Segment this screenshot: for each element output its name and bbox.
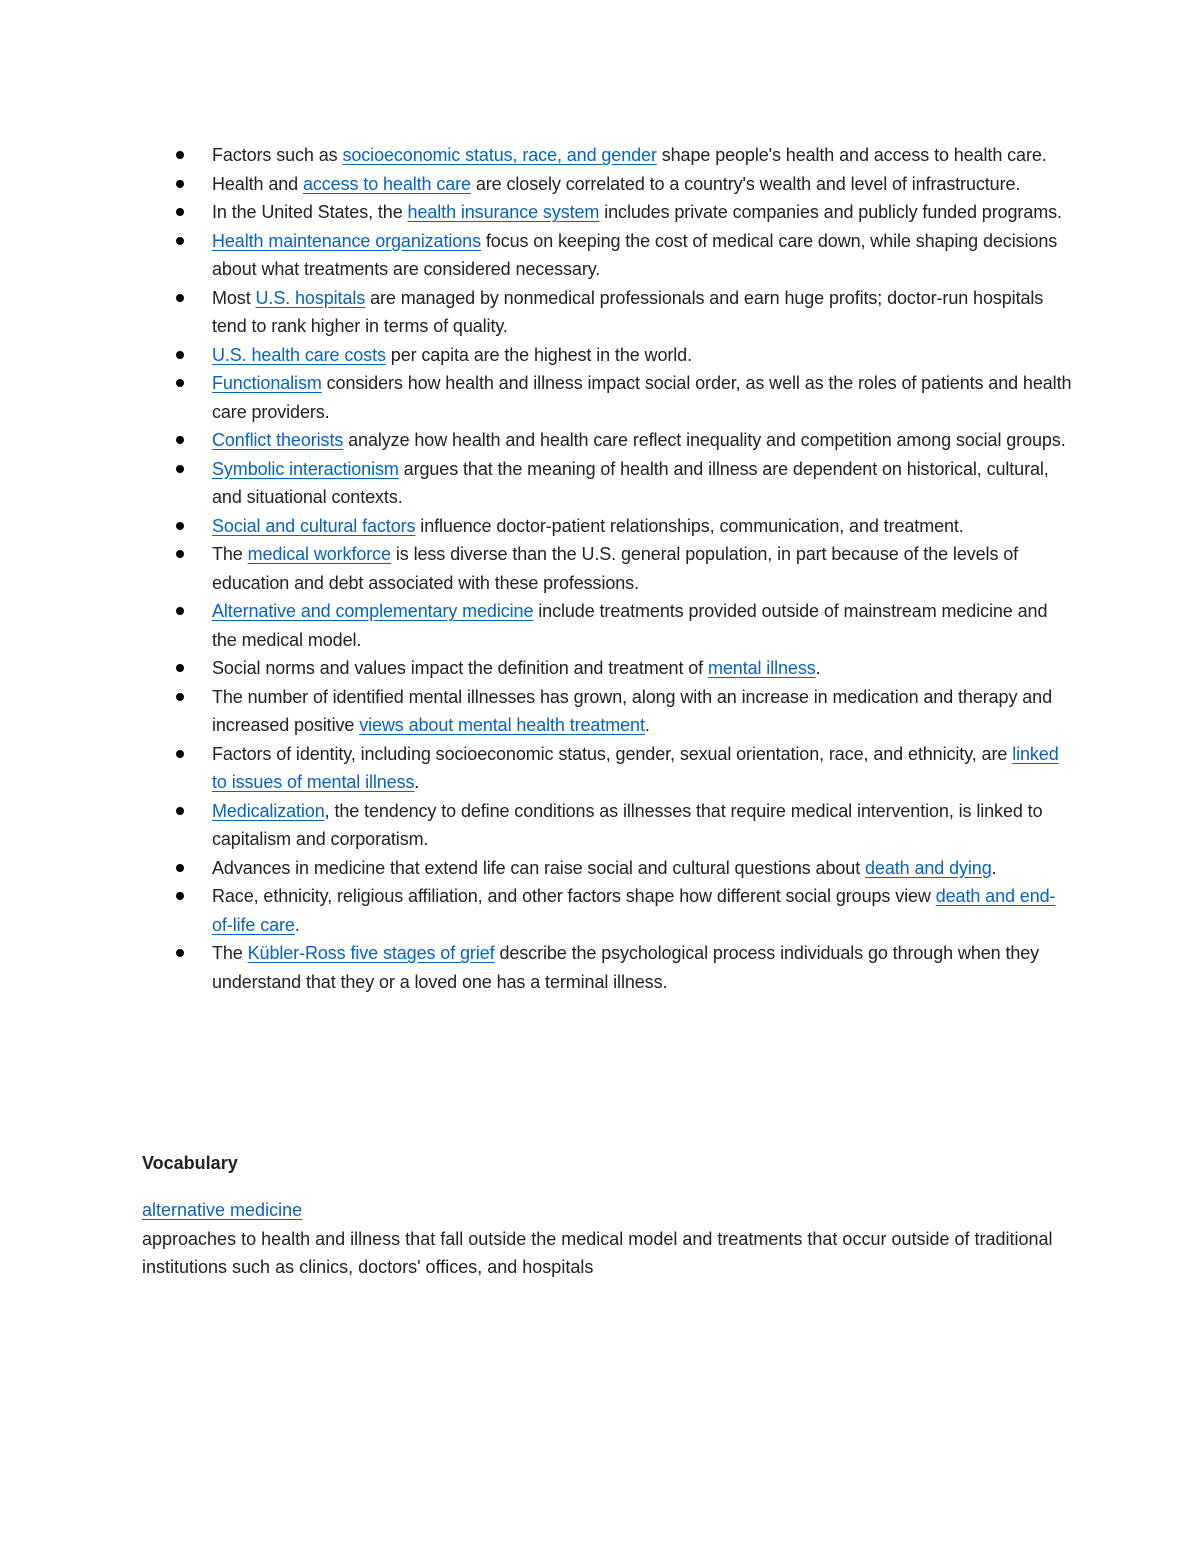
- bullet-link[interactable]: Medicalization: [212, 800, 325, 821]
- bullet-text: .: [991, 857, 997, 878]
- bullet-dot-icon: [176, 693, 184, 701]
- bullet-link[interactable]: Alternative and complementary medicine: [212, 601, 534, 621]
- bullet-link[interactable]: death and end-of-life care: [212, 886, 1056, 935]
- bullet-item: [142, 683, 1072, 740]
- bullet-link[interactable]: health insurance system: [407, 202, 600, 222]
- bullet-text: The: [212, 943, 248, 963]
- bullet-item: [142, 854, 1072, 883]
- bullet-item: [142, 198, 1072, 227]
- bullet-text: includes private companies and publicly funded programs.: [599, 202, 1062, 222]
- bullet-item: [142, 797, 1072, 854]
- bullet-text: Race, ethnicity, religious affiliation, and other factors shape how different social groups view: [212, 886, 936, 906]
- bullet-item: [142, 540, 1072, 597]
- bullet-link[interactable]: socioeconomic status, race, and gender: [342, 145, 657, 165]
- bullet-text: Most: [212, 287, 256, 308]
- bullet-dot-icon: [176, 294, 184, 302]
- bullet-dot-icon: [176, 522, 184, 530]
- bullet-text: focus on keeping the cost of medical care down, while shaping decisions about what treatments are considered necessary.: [212, 230, 1058, 279]
- bullet-dot-icon: [176, 436, 184, 444]
- bullet-dot-icon: [176, 550, 184, 558]
- bullet-item: [142, 654, 1072, 683]
- bullet-item: [142, 284, 1072, 341]
- bullet-link[interactable]: medical workforce: [247, 544, 391, 564]
- bullet-link[interactable]: views about mental health treatment: [359, 715, 645, 735]
- bullet-dot-icon: [176, 750, 184, 758]
- bullet-text: include treatments provided outside of mainstream medicine and the medical model.: [212, 601, 1048, 650]
- bullet-dot-icon: [176, 465, 184, 473]
- vocabulary-entry: [142, 1196, 1062, 1282]
- bullet-dot-icon: [176, 351, 184, 359]
- bullet-dot-icon: [176, 864, 184, 872]
- bullet-item: [142, 170, 1072, 199]
- bullet-text: Factors such as: [212, 145, 343, 165]
- bullet-dot-icon: [176, 208, 184, 216]
- bullet-link[interactable]: Social and cultural factors: [212, 515, 416, 536]
- bullet-item: [142, 882, 1072, 939]
- bullet-text: are closely correlated to a country's wealth and level of infrastructure.: [470, 173, 1021, 194]
- bullet-text: Social norms and values impact the definition and treatment of: [212, 658, 708, 678]
- bullet-dot-icon: [176, 237, 184, 245]
- bullet-text: In the United States, the: [212, 202, 408, 222]
- bullet-link[interactable]: Conflict theorists: [212, 430, 344, 450]
- bullet-link[interactable]: death and dying: [865, 857, 992, 878]
- bullet-text: .: [815, 658, 821, 678]
- bullet-text: per capita are the highest in the world.: [385, 344, 692, 365]
- bullet-text: analyze how health and health care reflect inequality and competition among social groups.: [343, 430, 1066, 450]
- bullet-text: , the tendency to define conditions as illnesses that require medical intervention, is linked to capitalism and corporatism.: [212, 800, 1043, 849]
- bullet-item: [142, 939, 1072, 996]
- bullet-text: shape people's health and access to health care.: [656, 145, 1047, 165]
- bullet-text: The number of identified mental illnesses has grown, along with an increase in medication and therapy and increased positive: [212, 686, 1053, 735]
- bullet-text: influence doctor-patient relationships, communication, and treatment.: [415, 515, 964, 536]
- bullet-item: [142, 227, 1072, 284]
- bullet-link[interactable]: U.S. health care costs: [212, 344, 386, 365]
- bullet-text: are managed by nonmedical professionals and earn huge profits; doctor-run hospitals tend to rank higher in terms of quality.: [212, 287, 1044, 336]
- bullet-item: [142, 426, 1072, 455]
- bullet-dot-icon: [176, 607, 184, 615]
- bullet-text: Factors of identity, including socioeconomic status, gender, sexual orientation, race, and ethnicity, are: [212, 743, 1013, 764]
- bullet-dot-icon: [176, 949, 184, 957]
- bullet-dot-icon: [176, 379, 184, 387]
- bullet-link[interactable]: linked to issues of mental illness: [212, 743, 1059, 792]
- bullet-item: [142, 141, 1072, 170]
- bullet-link[interactable]: Symbolic interactionism: [212, 458, 399, 479]
- bullet-text: .: [414, 772, 420, 792]
- vocabulary-heading: Vocabulary: [142, 1153, 238, 1173]
- vocabulary-definition: approaches to health and illness that fall outside the medical model and treatments that occur outside of traditional institutions such as clinics, doctors' offices, and hospitals: [142, 1228, 1053, 1277]
- bullet-text: considers how health and illness impact social order, as well as the roles of patients and health care providers.: [212, 373, 1072, 422]
- bullet-item: [142, 512, 1072, 541]
- vocabulary-term-link[interactable]: alternative medicine: [142, 1200, 303, 1220]
- summary-bullet-list: [142, 141, 1072, 996]
- bullet-text: Advances in medicine that extend life can raise social and cultural questions about: [212, 857, 865, 878]
- bullet-item: [142, 597, 1072, 654]
- bullet-text: Health and: [212, 173, 303, 194]
- bullet-link[interactable]: access to health care: [302, 173, 471, 194]
- bullet-dot-icon: [176, 180, 184, 188]
- bullet-item: [142, 341, 1072, 370]
- bullet-link[interactable]: U.S. hospitals: [255, 287, 366, 308]
- bullet-text: argues that the meaning of health and illness are dependent on historical, cultural, and situational contexts.: [212, 458, 1049, 507]
- bullet-dot-icon: [176, 892, 184, 900]
- bullet-dot-icon: [176, 807, 184, 815]
- bullet-text: .: [294, 914, 300, 935]
- bullet-text: is less diverse than the U.S. general population, in part because of the levels of education and debt associated with these professions.: [212, 544, 1019, 593]
- bullet-item: [142, 455, 1072, 512]
- bullet-text: The: [212, 544, 248, 564]
- bullet-dot-icon: [176, 664, 184, 672]
- bullet-dot-icon: [176, 151, 184, 159]
- bullet-item: [142, 740, 1072, 797]
- bullet-link[interactable]: Kübler-Ross five stages of grief: [247, 943, 495, 963]
- bullet-item: [142, 369, 1072, 426]
- bullet-text: describe the psychological process individuals go through when they understand that they or a loved one has a terminal illness.: [212, 943, 1040, 992]
- bullet-link[interactable]: Health maintenance organizations: [212, 230, 481, 251]
- bullet-text: .: [644, 715, 650, 735]
- bullet-link[interactable]: Functionalism: [212, 373, 322, 393]
- bullet-link[interactable]: mental illness: [707, 658, 816, 678]
